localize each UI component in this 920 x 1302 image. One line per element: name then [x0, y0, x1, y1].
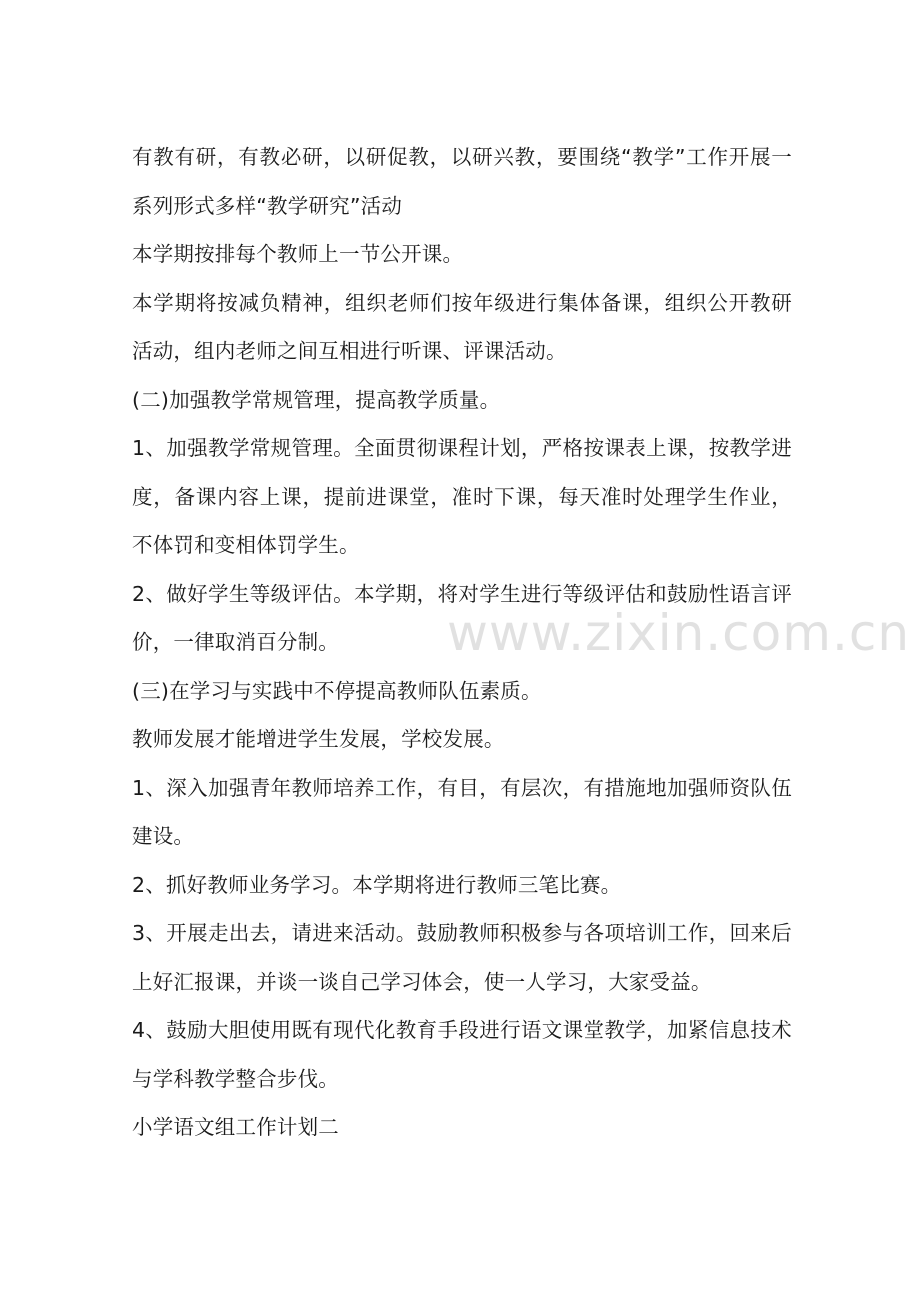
- paragraph-9: 1、深入加强青年教师培养工作，有目，有层次，有措施地加强师资队伍建设。: [132, 775, 792, 848]
- plan-title-2: 小学语文组工作计划二: [132, 1115, 339, 1139]
- paragraph-2: 本学期按排每个教师上一节公开课。: [132, 242, 464, 266]
- section-heading-3: (三)在学习与实践中不停提高教师队伍素质。: [132, 678, 542, 703]
- paragraph-12: 4、鼓励大胆使用既有现代化教育手段进行语文课堂教学，加紧信息技术与学科教学整合步伐。: [132, 1018, 792, 1091]
- paragraph-8: 教师发展才能增进学生发展，学校发展。: [132, 727, 505, 751]
- paragraph-10: 2、抓好教师业务学习。本学期将进行教师三笔比赛。: [132, 872, 622, 897]
- paragraph-5: 1、加强教学常规管理。全面贯彻课程计划，严格按课表上课，按教学进度，备课内容上课，提前进课堂，准时下课，每天准时处理学生作业，不体罚和变相体罚学生。: [132, 436, 792, 557]
- paragraph-1: 有教有研，有教必研，以研促教，以研兴教，要围绕“教学”工作开展一系列形式多样“教学研究”活动: [132, 145, 792, 218]
- section-heading-2: (二)加强教学常规管理，提高教学质量。: [132, 387, 501, 412]
- paragraph-11: 3、开展走出去，请进来活动。鼓励教师积极参与各项培训工作，回来后上好汇报课，并谈一谈自己学习体会，使一人学习，大家受益。: [132, 921, 792, 994]
- watermark-text: www.zixin.com.cn: [447, 604, 911, 662]
- document-body: [132, 133, 792, 1152]
- paragraph-6: 2、做好学生等级评估。本学期，将对学生进行等级评估和鼓励性语言评价，一律取消百分制。: [132, 581, 792, 654]
- paragraph-3: 本学期将按减负精神，组织老师们按年级进行集体备课，组织公开教研活动，组内老师之间互相进行听课、评课活动。: [132, 290, 792, 363]
